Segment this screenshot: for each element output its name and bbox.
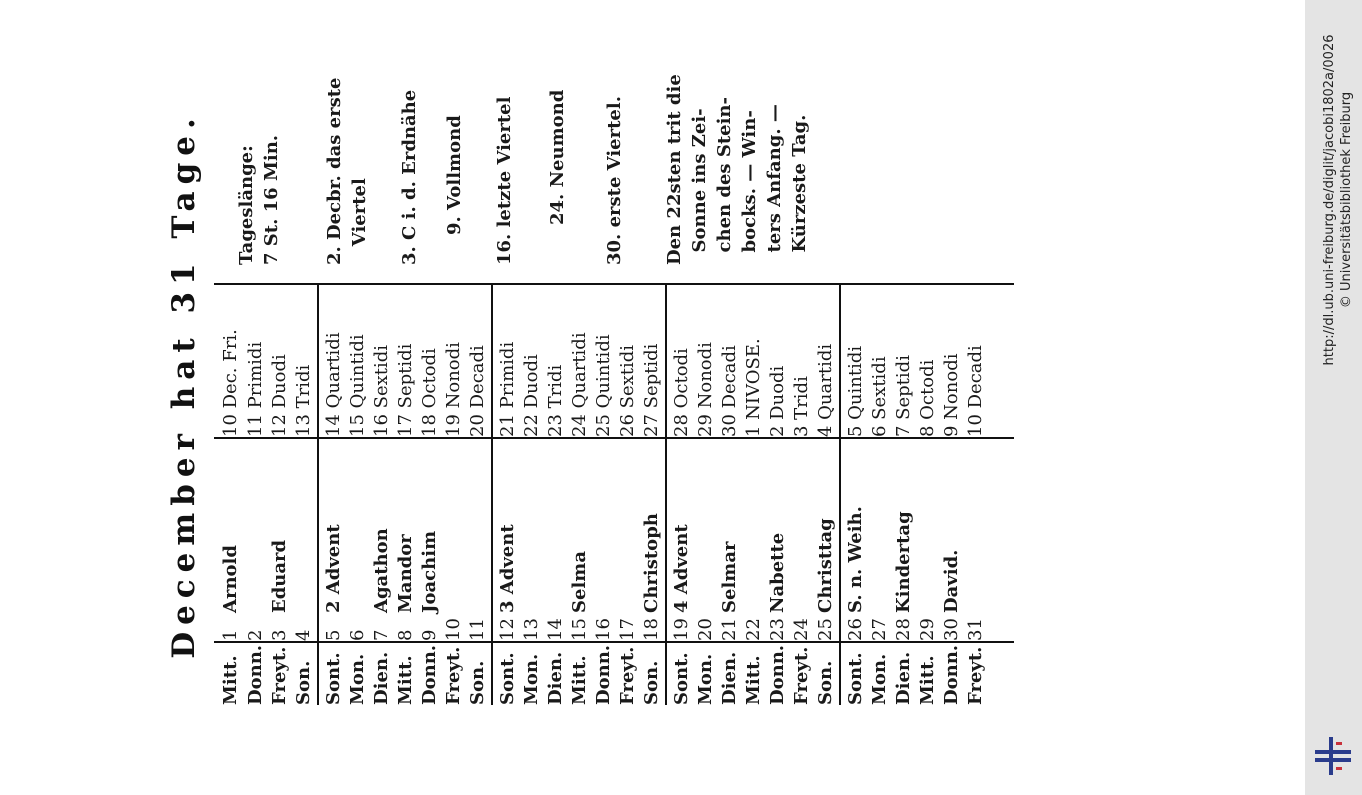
- calendar-row: [615, 225, 640, 705]
- day-number: 12: [497, 618, 518, 641]
- calendar-row: [465, 225, 490, 705]
- french-date: 26 Sextidi: [617, 344, 638, 437]
- weekday: Dien.: [893, 651, 914, 705]
- note-winter: Den 22sten trit die Sonne ins Zei- chen des Stein- bocks. — Win- ters Anfang. — Kürzeste Tag.: [664, 74, 810, 265]
- day-number: 11: [467, 618, 488, 641]
- french-date: 1 NIVOSE.: [743, 338, 764, 437]
- calendar-page: [162, 65, 1162, 705]
- saint-name: David.: [941, 549, 962, 613]
- french-date: 24 Quartidi: [569, 332, 590, 437]
- calendar-row: [393, 225, 418, 705]
- day-number: 4: [293, 629, 314, 641]
- day-number: 3: [269, 629, 290, 641]
- calendar-row: [441, 225, 466, 705]
- day-number: 25: [815, 618, 836, 641]
- saint-name: S. n. Weih.: [845, 506, 866, 613]
- calendar-row: [741, 225, 766, 705]
- weekday: Mitt.: [569, 655, 590, 705]
- weekday: Freyt.: [617, 646, 638, 705]
- calendar-row: [321, 225, 346, 705]
- day-number: 7: [371, 629, 392, 641]
- weekday: Mon.: [695, 653, 716, 705]
- day-number: 23: [767, 618, 788, 641]
- weekday: Freyt.: [443, 646, 464, 705]
- french-date: 17 Septidi: [395, 343, 416, 437]
- week-separator: [665, 285, 667, 705]
- weekday: Sont.: [323, 652, 344, 705]
- weekday: Donn.: [419, 644, 440, 705]
- calendar-row: [843, 225, 868, 705]
- weekday: Freyt.: [269, 646, 290, 705]
- source-url[interactable]: http://dl.ub.uni-freiburg.de/diglit/jacobi1802a/0026: [1322, 34, 1337, 366]
- french-date: 23 Tridi: [545, 364, 566, 437]
- day-number: 28: [893, 618, 914, 641]
- calendar-row: [915, 225, 940, 705]
- french-date: 16 Sextidi: [371, 344, 392, 437]
- weekday: Donn.: [941, 644, 962, 705]
- weekday: Mon.: [347, 653, 368, 705]
- french-date: 5 Quintidi: [845, 345, 866, 437]
- french-date: 21 Primidi: [497, 341, 518, 437]
- calendar-row: [369, 225, 394, 705]
- copyright-notice: © Universitätsbibliothek Freiburg: [1339, 91, 1354, 309]
- note-24: 24. Neumond: [547, 89, 568, 225]
- french-date: 15 Quintidi: [347, 334, 368, 437]
- calendar-row: [519, 225, 544, 705]
- calendar-row: [813, 225, 838, 705]
- calendar-row: [417, 225, 442, 705]
- day-number: 30: [941, 618, 962, 641]
- french-date: 27 Septidi: [641, 343, 662, 437]
- day-number: 1: [220, 629, 241, 641]
- page-title: December hat 31 Tage.: [166, 111, 202, 659]
- note-30: 30. erste Viertel.: [604, 96, 625, 265]
- day-number: 19: [671, 618, 692, 641]
- french-date: 12 Duodi: [269, 354, 290, 437]
- weekday: Freyt.: [791, 646, 812, 705]
- day-number: 18: [641, 618, 662, 641]
- french-date: 22 Duodi: [521, 354, 542, 437]
- weekday: Dien.: [371, 651, 392, 705]
- french-date: 10 Decadi: [965, 345, 986, 437]
- weekday: Freyt.: [965, 646, 986, 705]
- header-row: [218, 0, 243, 705]
- calendar-row: [243, 225, 268, 705]
- weekday: Sont.: [497, 652, 518, 705]
- weekday: Dien.: [545, 651, 566, 705]
- saint-name: Joachim: [419, 530, 440, 613]
- french-date: 9 Nonodi: [941, 353, 962, 437]
- calendar-row: [939, 225, 964, 705]
- weekday: Son.: [293, 660, 314, 705]
- weekday: Son.: [815, 660, 836, 705]
- note-daylength: Tageslänge: 7 St. 16 Min.: [236, 134, 282, 265]
- calendar-row: [693, 225, 718, 705]
- saint-name: Christoph: [641, 513, 662, 613]
- calendar-row: [495, 225, 520, 705]
- french-date: 8 Octodi: [917, 359, 938, 437]
- day-number: 29: [917, 618, 938, 641]
- library-logo-icon: [1315, 737, 1351, 775]
- calendar-row: [867, 225, 892, 705]
- weekday: Son.: [641, 660, 662, 705]
- weekday: Donn.: [593, 644, 614, 705]
- weekday: Donn.: [767, 644, 788, 705]
- saint-name: Christtag: [815, 518, 836, 613]
- french-date: 29 Nonodi: [695, 342, 716, 437]
- french-date: 19 Nonodi: [443, 342, 464, 437]
- calendar-row: [591, 225, 616, 705]
- day-number: 21: [719, 618, 740, 641]
- saint-name: Kindertag: [893, 511, 914, 613]
- week-separator: [491, 285, 493, 705]
- column-divider: [214, 641, 1014, 643]
- note-9: 9. Vollmond: [444, 115, 465, 235]
- weekday: Mon.: [521, 653, 542, 705]
- day-number: 10: [443, 618, 464, 641]
- day-number: 9: [419, 629, 440, 641]
- day-number: 26: [845, 618, 866, 641]
- day-number: 31: [965, 618, 986, 641]
- saint-name: Selma: [569, 551, 590, 613]
- weekday: Mitt.: [220, 655, 241, 705]
- day-number: 20: [695, 618, 716, 641]
- french-date: 3 Tridi: [791, 376, 812, 437]
- note-3: 3. C i. d. Erdnähe: [399, 89, 420, 265]
- saint-name: Mandor: [395, 534, 416, 613]
- weekday: Sont.: [845, 652, 866, 705]
- calendar-row: [891, 225, 916, 705]
- french-date: 4 Quartidi: [815, 343, 836, 437]
- calendar-row: [717, 225, 742, 705]
- french-date: 20 Decadi: [467, 345, 488, 437]
- french-date: 18 Octodi: [419, 348, 440, 437]
- calendar-row: [543, 225, 568, 705]
- calendar-row: [789, 225, 814, 705]
- calendar-row: [345, 225, 370, 705]
- weekday: Son.: [467, 660, 488, 705]
- day-number: 14: [545, 618, 566, 641]
- french-date: 25 Quintidi: [593, 334, 614, 437]
- note-16: 16. letzte Viertel: [494, 96, 515, 265]
- calendar-row: [267, 225, 292, 705]
- calendar-row: [567, 225, 592, 705]
- weekday: Mitt.: [743, 655, 764, 705]
- saint-name: Selmar: [719, 541, 740, 613]
- saint-name: 4 Advent: [671, 524, 692, 613]
- day-number: 15: [569, 618, 590, 641]
- french-date: 11 Primidi: [245, 341, 266, 437]
- day-number: 6: [347, 629, 368, 641]
- saint-name: Nabette: [767, 532, 788, 613]
- note-2: 2. Decbr. das erste Viertel: [324, 77, 370, 265]
- french-date: 13 Tridi: [293, 364, 314, 437]
- french-date: 14 Quartidi: [323, 332, 344, 437]
- day-number: 5: [323, 629, 344, 641]
- calendar-row: [963, 225, 988, 705]
- week-separator: [839, 285, 841, 705]
- weekday: Sont.: [671, 652, 692, 705]
- saint-name: Eduard: [269, 539, 290, 613]
- week-separator: [317, 285, 319, 705]
- weekday: Donn.: [245, 644, 266, 705]
- day-number: 17: [617, 618, 638, 641]
- day-number: 13: [521, 618, 542, 641]
- saint-name: Agathon: [371, 528, 392, 613]
- calendar-row: [669, 225, 694, 705]
- weekday: Mitt.: [917, 655, 938, 705]
- column-divider: [214, 437, 1014, 439]
- weekday: Mon.: [869, 653, 890, 705]
- saint-name: 3 Advent: [497, 524, 518, 613]
- french-date: 2 Duodi: [767, 365, 788, 437]
- french-date: 7 Septidi: [893, 355, 914, 437]
- day-number: 16: [593, 618, 614, 641]
- viewer-sidebar: [1305, 0, 1362, 795]
- weekday: Dien.: [719, 651, 740, 705]
- french-date: 30 Decadi: [719, 345, 740, 437]
- day-number: 24: [791, 618, 812, 641]
- saint-name: Arnold: [220, 545, 241, 613]
- calendar-row: [639, 225, 664, 705]
- day-number: 22: [743, 618, 764, 641]
- calendar-row: [291, 225, 316, 705]
- french-date: 28 Octodi: [671, 348, 692, 437]
- day-number: 27: [869, 618, 890, 641]
- french-date: 6 Sextidi: [869, 356, 890, 437]
- french-date: 10 Dec. Fri.: [220, 329, 241, 437]
- saint-name: 2 Advent: [323, 524, 344, 613]
- day-number: 8: [395, 629, 416, 641]
- weekday: Mitt.: [395, 655, 416, 705]
- day-number: 2: [245, 629, 266, 641]
- calendar-row: [765, 225, 790, 705]
- column-divider: [214, 283, 1014, 285]
